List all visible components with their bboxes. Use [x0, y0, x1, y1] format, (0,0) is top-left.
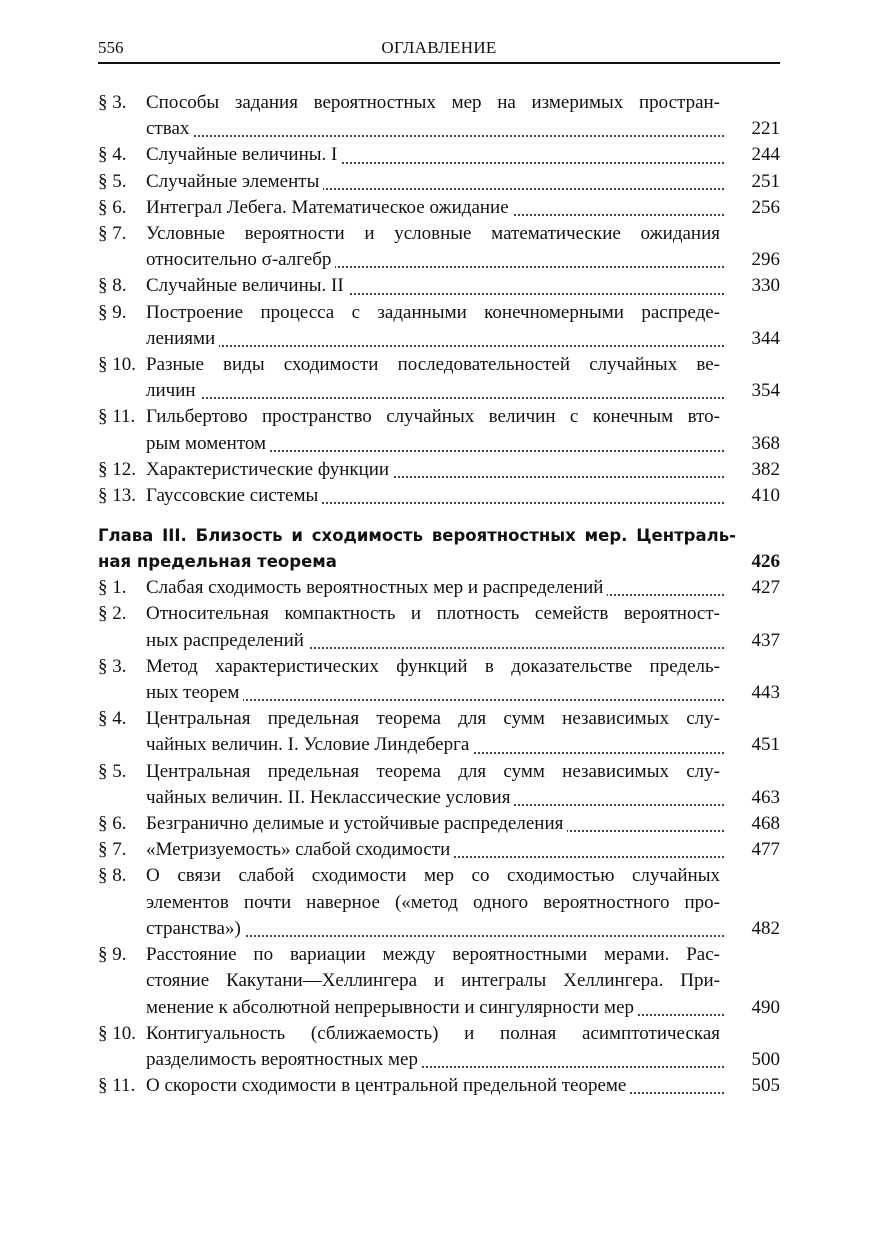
toc-entry: [98, 221, 780, 273]
entry-title-line: Центральная предельная теорема для сумм независимых слу-: [146, 761, 724, 782]
entry-title-line: стояние Какутани—Хеллингера и интегралы Хеллингера. При-: [146, 970, 724, 991]
entry-title-line: Слабая сходимость вероятностных мер и распределений: [146, 577, 607, 598]
entry-title-line: ная предельная теорема: [98, 552, 341, 571]
page-ref: 490: [724, 995, 780, 1021]
entry-title-line: Гильбертово пространство случайных величин с конечным вто-: [146, 406, 724, 427]
page-ref: 354: [724, 378, 780, 404]
page-ref: 256: [724, 195, 780, 221]
toc-entry: [98, 837, 780, 863]
page-ref: 482: [724, 916, 780, 942]
toc-entry: [98, 195, 780, 221]
dot-leader: [146, 345, 724, 347]
entry-title-line: ных распределений: [146, 630, 308, 651]
toc-entry: [98, 404, 780, 456]
entry-title-line: Интеграл Лебега. Математическое ожидание: [146, 197, 513, 218]
page-number: 556: [98, 38, 124, 57]
toc-entry: [98, 352, 780, 404]
section-number: § 3.: [98, 655, 127, 677]
entry-title-line: Характеристические функции: [146, 459, 393, 480]
entry-title-line: Случайные величины. I: [146, 144, 341, 165]
section-number: § 7.: [98, 223, 127, 245]
entry-title-line: Расстояние по вариации между вероятностными мерами. Рас-: [146, 944, 724, 965]
section-number: § 8.: [98, 275, 127, 297]
entry-title-line: ствах: [146, 118, 193, 139]
section-number: § 8.: [98, 865, 127, 887]
entry-title-line: Случайные элементы: [146, 171, 323, 192]
entry-title-line: элементов почти наверное («метод одного вероятностного про-: [146, 892, 724, 913]
page-ref: 426: [724, 549, 780, 575]
toc-entry: [98, 1073, 780, 1099]
page-ref: 251: [724, 169, 780, 195]
entry-title-line: Разные виды сходимости последовательностей случайных ве-: [146, 354, 724, 375]
page-ref: 500: [724, 1047, 780, 1073]
page-ref: 382: [724, 457, 780, 483]
page-ref: 463: [724, 785, 780, 811]
section-number: § 1.: [98, 577, 127, 599]
page-ref: 368: [724, 431, 780, 457]
entry-title-line: Способы задания вероятностных мер на измеримых простран-: [146, 92, 724, 113]
toc-entry: [98, 759, 780, 811]
toc-entry: [98, 601, 780, 653]
toc-entry: [98, 457, 780, 483]
entry-title-line: рым моментом: [146, 433, 270, 454]
entry-title-line: О скорости сходимости в центральной предельной теореме: [146, 1075, 630, 1096]
page-ref: 427: [724, 575, 780, 601]
section-number: § 6.: [98, 813, 127, 835]
page-ref: 437: [724, 628, 780, 654]
page-ref: 468: [724, 811, 780, 837]
entry-title-line: О связи слабой сходимости мер со сходимостью случайных: [146, 865, 724, 886]
section-number: § 5.: [98, 170, 127, 192]
section-number: § 4.: [98, 708, 127, 730]
toc-entry: [98, 654, 780, 706]
entry-title-line: Центральная предельная теорема для сумм независимых слу-: [146, 708, 724, 729]
page-ref: 451: [724, 732, 780, 758]
section-number: § 4.: [98, 144, 127, 166]
toc-entry: [98, 142, 780, 168]
entry-title-line: разделимость вероятностных мер: [146, 1049, 422, 1070]
toc-entry: [98, 273, 780, 299]
entry-title-line: «Метризуемость» слабой сходимости: [146, 839, 454, 860]
entry-title-line: чайных величин. I. Условие Линдеберга: [146, 734, 473, 755]
toc-entry: [98, 169, 780, 195]
page-ref: 443: [724, 680, 780, 706]
section-number: § 10.: [98, 1022, 136, 1044]
entry-title-line: лениями: [146, 328, 219, 349]
page-ref: 330: [724, 273, 780, 299]
page-ref: 410: [724, 483, 780, 509]
toc-entry: [98, 706, 780, 758]
section-number: § 11.: [98, 1075, 136, 1097]
entry-title-line: Условные вероятности и условные математические ожидания: [146, 223, 724, 244]
entry-title-line: личин: [146, 380, 200, 401]
entry-title-line: Метод характеристических функций в доказательстве предель-: [146, 656, 724, 677]
section-number: § 9.: [98, 301, 127, 323]
entry-title-line: чайных величин. II. Неклассические условия: [146, 787, 514, 808]
toc-entry: [98, 300, 780, 352]
toc-entry: [98, 942, 780, 1021]
page-ref: 296: [724, 247, 780, 273]
section-number: § 3.: [98, 92, 127, 113]
section-number: § 9.: [98, 944, 127, 966]
page-ref: 221: [724, 116, 780, 142]
entry-title-line: Гауссовские системы: [146, 485, 322, 506]
section-number: § 5.: [98, 760, 127, 782]
toc-entry: [98, 575, 780, 601]
page-ref: 505: [724, 1073, 780, 1099]
running-title: ОГЛАВЛЕНИЕ: [381, 38, 497, 57]
toc-entry: [98, 1021, 780, 1073]
entry-title-line: ных теорем: [146, 682, 243, 703]
page-ref: 244: [724, 142, 780, 168]
section-number: § 10.: [98, 354, 136, 376]
entry-title-line: Относительная компактность и плотность семейств вероятност-: [146, 603, 724, 624]
entry-title-line: Безгранично делимые и устойчивые распределения: [146, 813, 567, 834]
section-number: § 6.: [98, 196, 127, 218]
entry-title-line: Построение процесса с заданными конечномерными распреде-: [146, 302, 724, 323]
section-number: § 7.: [98, 839, 127, 861]
page-ref: 344: [724, 326, 780, 352]
toc-chapter: [98, 523, 780, 575]
section-number: § 12.: [98, 458, 136, 480]
toc-entry: [98, 483, 780, 509]
toc-entry: [98, 90, 780, 142]
page-header: [98, 36, 780, 64]
page-ref: 477: [724, 837, 780, 863]
entry-title-line: странства»): [146, 918, 245, 939]
dot-leader: [146, 397, 724, 399]
entry-title-line: Случайные величины. II: [146, 275, 348, 296]
entry-title-line: менение к абсолютной непрерывности и сингулярности мер: [146, 997, 638, 1018]
dot-leader: [146, 135, 724, 137]
toc-entry: [98, 863, 780, 942]
toc-entry: [98, 811, 780, 837]
entry-title-line: Контигуальность (сближаемость) и полная асимптотическая: [146, 1023, 724, 1044]
section-number: § 11.: [98, 406, 136, 428]
table-of-contents: [98, 90, 780, 1099]
section-number: § 13.: [98, 485, 136, 507]
section-number: § 2.: [98, 603, 127, 625]
entry-title-line: Глава III. Близость и сходимость вероятностных мер. Централь-: [98, 526, 740, 545]
entry-title-line: относительно σ-алгебр: [146, 249, 335, 270]
